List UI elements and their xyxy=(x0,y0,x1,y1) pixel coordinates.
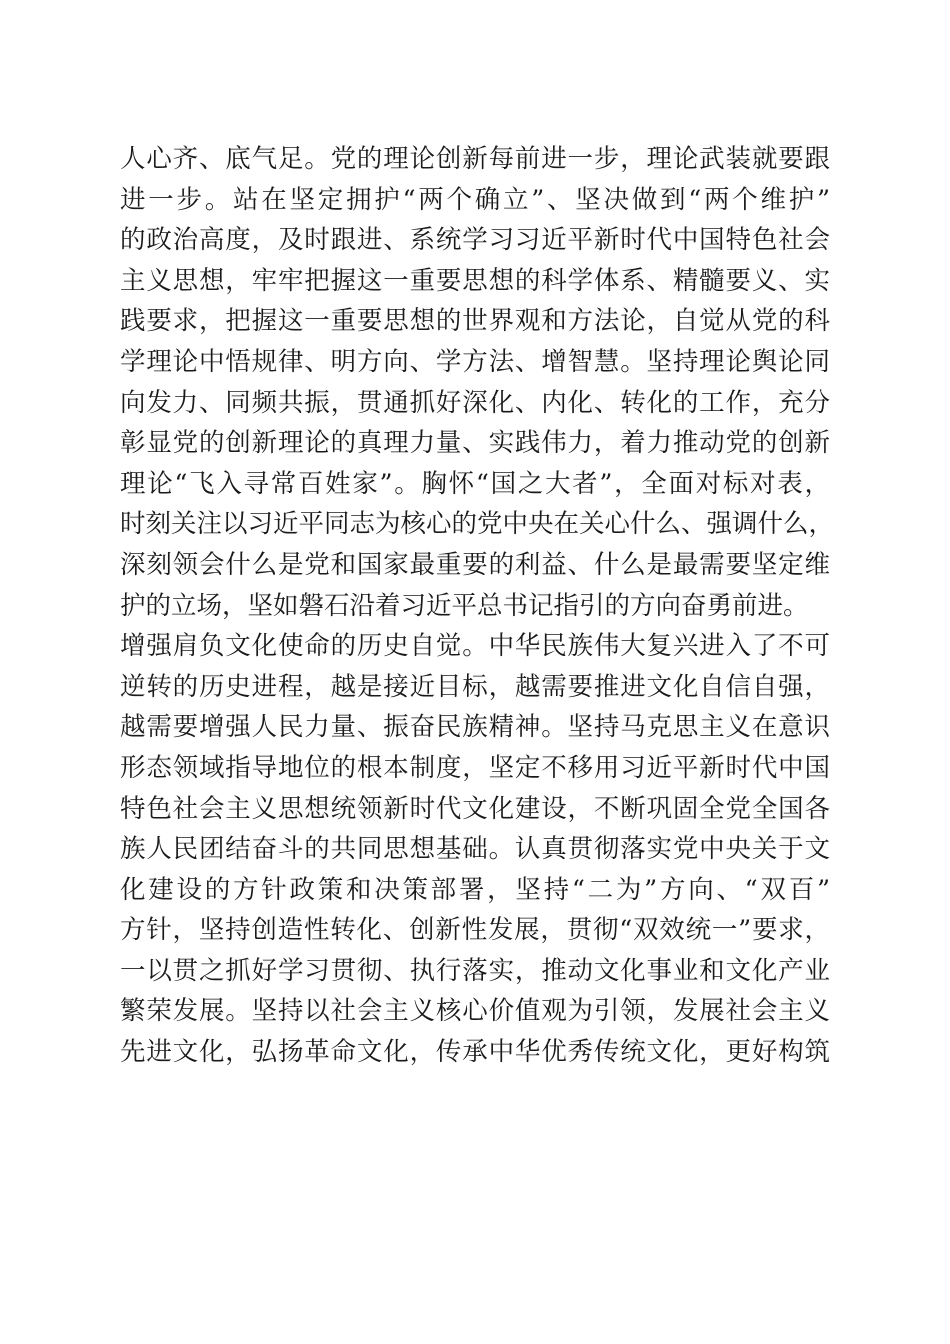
text-line: 越需要增强人民力量、振奋民族精神。坚持马克思主义在意识 xyxy=(120,712,830,743)
text-line: 学理论中悟规律、明方向、学方法、增智慧。坚持理论舆论同 xyxy=(120,346,830,377)
text-line: 逆转的历史进程，越是接近目标，越需要推进文化自信自强， xyxy=(120,671,830,702)
text-line: 理论“飞入寻常百姓家”。胸怀“国之大者”，全面对标对表， xyxy=(120,468,830,499)
text-line: 繁荣发展。坚持以社会主义核心价值观为引领，发展社会主义 xyxy=(120,996,830,1027)
text-line: 时刻关注以习近平同志为核心的党中央在关心什么、强调什么， xyxy=(120,509,835,540)
text-line: 主义思想，牢牢把握这一重要思想的科学体系、精髓要义、实 xyxy=(120,265,830,296)
text-line: 践要求，把握这一重要思想的世界观和方法论，自觉从党的科 xyxy=(120,306,830,337)
text-line: 增强肩负文化使命的历史自觉。中华民族伟大复兴进入了不可 xyxy=(120,631,830,662)
text-line: 方针，坚持创造性转化、创新性发展，贯彻“双效统一”要求， xyxy=(120,915,830,946)
text-line: 特色社会主义思想统领新时代文化建设，不断巩固全党全国各 xyxy=(120,793,830,824)
text-line: 护的立场，坚如磐石沿着习近平总书记指引的方向奋勇前进。 xyxy=(120,590,809,621)
text-line: 形态领域指导地位的根本制度，坚定不移用习近平新时代中国 xyxy=(120,752,830,783)
text-line: 化建设的方针政策和决策部署，坚持“二为”方向、“双百” xyxy=(120,874,830,905)
text-line: 的政治高度，及时跟进、系统学习习近平新时代中国特色社会 xyxy=(120,225,830,256)
text-line: 向发力、同频共振，贯通抓好深化、内化、转化的工作，充分 xyxy=(120,387,830,418)
text-line: 人心齐、底气足。党的理论创新每前进一步，理论武装就要跟 xyxy=(120,144,830,174)
document-body-text xyxy=(120,139,835,1073)
text-line: 族人民团结奋斗的共同思想基础。认真贯彻落实党中央关于文 xyxy=(120,834,830,865)
text-line: 先进文化，弘扬革命文化，传承中华优秀传统文化，更好构筑 xyxy=(120,1037,830,1068)
text-line: 一以贯之抓好学习贯彻、执行落实，推动文化事业和文化产业 xyxy=(120,955,830,986)
text-line: 进一步。站在坚定拥护“两个确立”、坚决做到“两个维护” xyxy=(120,184,830,215)
text-line: 彰显党的创新理论的真理力量、实践伟力，着力推动党的创新 xyxy=(120,428,830,459)
text-line: 深刻领会什么是党和国家最重要的利益、什么是最需要坚定维 xyxy=(120,549,830,580)
